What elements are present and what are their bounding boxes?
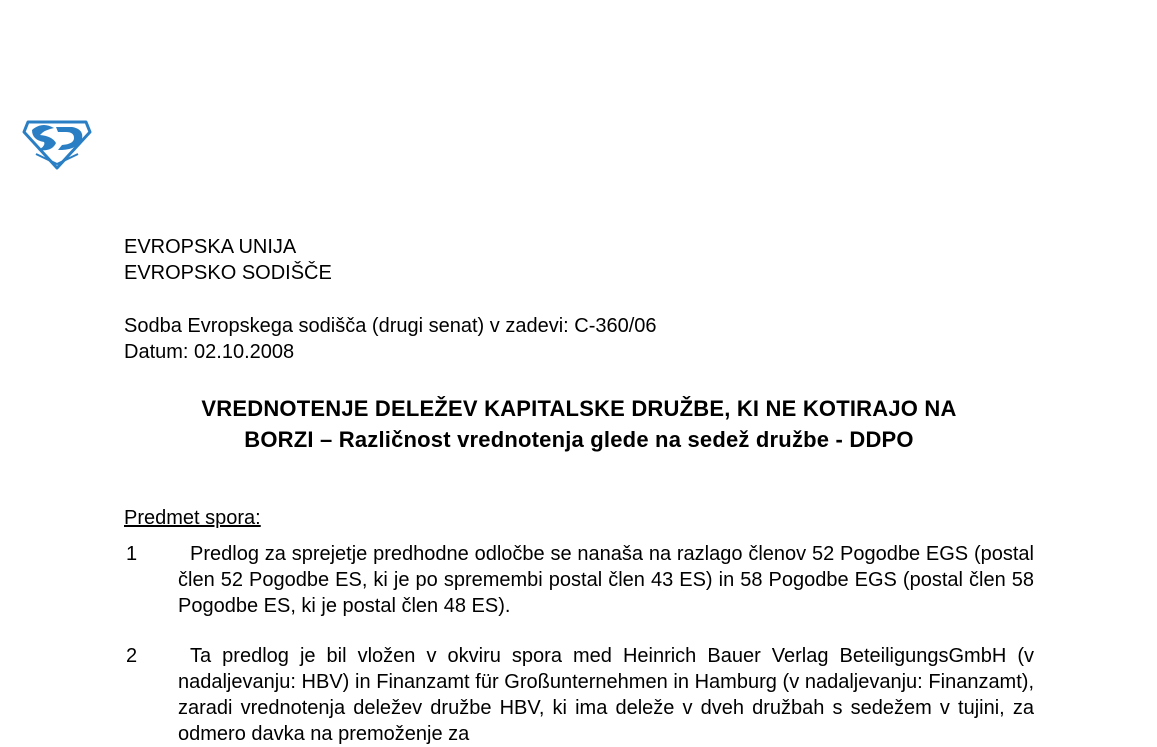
section-heading-subject: Predmet spora:: [124, 507, 261, 529]
paragraph-number: 1: [126, 543, 138, 565]
paragraph-text: Ta predlog je bil vložen v okviru spora med Heinrich Bauer Verlag BeteiligungsGmbH (v nadaljevanju: HBV) in Finanzamt für Großunternehmen in Hamburg (v nadaljevanju: Finanzamt), zaradi vrednotenja deležev družbe HBV, ki ima deleže v dveh družbah s sedežem v tujini, za odmero davka na premoženje za: [178, 645, 1034, 745]
case-reference: Sodba Evropskega sodišča (drugi senat) v zadevi: C-360/06: [124, 315, 657, 337]
header-line-union: EVROPSKA UNIJA: [124, 236, 297, 258]
title-line-1: VREDNOTENJE DELEŽEV KAPITALSKE DRUŽBE, KI NE KOTIRAJO NA: [201, 396, 957, 421]
header-line-court: EVROPSKO SODIŠČE: [124, 262, 332, 284]
case-info: [124, 313, 657, 365]
court-header: [124, 234, 332, 286]
paragraph-1: [124, 541, 1034, 619]
title-line-2: BORZI – Različnost vrednotenja glede na sedež družbe - DDPO: [244, 427, 914, 452]
diamond-sd-logo-icon: [22, 116, 92, 170]
paragraph-number: 2: [126, 645, 138, 667]
paragraph-2: [124, 643, 1034, 747]
case-date: Datum: 02.10.2008: [124, 341, 295, 363]
paragraph-text: Predlog za sprejetje predhodne odločbe se nanaša na razlago členov 52 Pogodbe EGS (postal člen 52 Pogodbe ES, ki je po spremembi postal člen 43 ES) in 58 Pogodbe EGS (postal člen 58 Pogodbe ES, ki je postal člen 48 ES).: [178, 543, 1034, 617]
document-title: [124, 393, 1034, 455]
